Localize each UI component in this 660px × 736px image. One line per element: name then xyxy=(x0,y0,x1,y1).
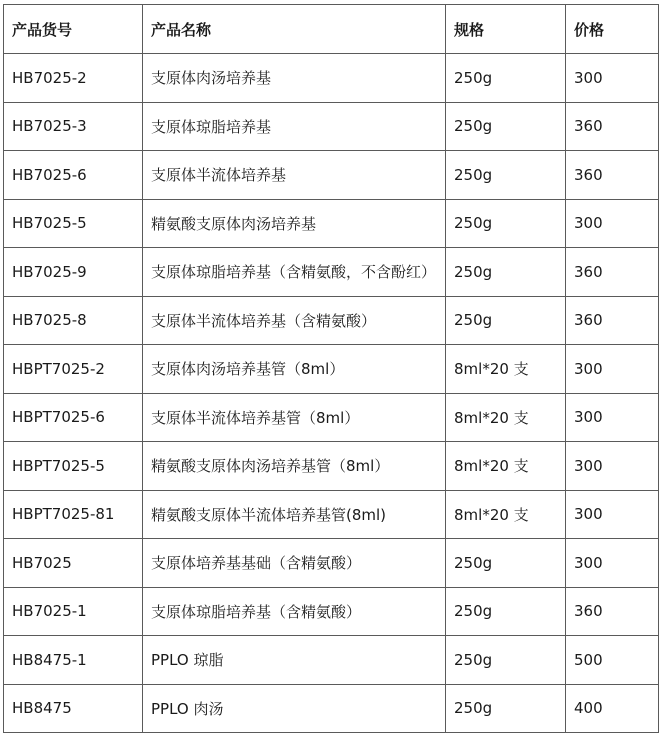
table-row xyxy=(4,442,659,491)
table-row xyxy=(4,636,659,685)
price-cell: 300 xyxy=(566,345,659,394)
price-cell: 300 xyxy=(566,199,659,248)
product-name-cell: 支原体半流体培养基管（8ml） xyxy=(143,393,446,442)
price-cell: 360 xyxy=(566,102,659,151)
product-name-cell: 精氨酸支原体肉汤培养基 xyxy=(143,199,446,248)
specification-cell: 8ml*20 支 xyxy=(446,393,566,442)
product-code-cell: HBPT7025-5 xyxy=(4,442,143,491)
specification-cell: 250g xyxy=(446,248,566,297)
product-name-cell: PPLO 肉汤 xyxy=(143,684,446,733)
header-product-code: 产品货号 xyxy=(4,5,143,54)
specification-cell: 8ml*20 支 xyxy=(446,490,566,539)
product-code-cell: HB7025-9 xyxy=(4,248,143,297)
specification-cell: 250g xyxy=(446,102,566,151)
product-code-cell: HB7025-6 xyxy=(4,151,143,200)
table-row xyxy=(4,199,659,248)
price-cell: 360 xyxy=(566,151,659,200)
table-header xyxy=(4,5,659,54)
table-row xyxy=(4,490,659,539)
product-name-cell: 支原体琼脂培养基（含精氨酸，不含酚红） xyxy=(143,248,446,297)
product-name-cell: 精氨酸支原体半流体培养基管(8ml) xyxy=(143,490,446,539)
specification-cell: 250g xyxy=(446,636,566,685)
product-code-cell: HB7025-2 xyxy=(4,54,143,103)
product-name-cell: 支原体肉汤培养基管（8ml） xyxy=(143,345,446,394)
product-name-cell: 支原体培养基基础（含精氨酸） xyxy=(143,539,446,588)
product-code-cell: HB7025-3 xyxy=(4,102,143,151)
product-code-cell: HBPT7025-2 xyxy=(4,345,143,394)
table-row xyxy=(4,345,659,394)
product-name-cell: 支原体琼脂培养基（含精氨酸） xyxy=(143,587,446,636)
price-cell: 360 xyxy=(566,248,659,297)
product-code-cell: HBPT7025-81 xyxy=(4,490,143,539)
header-product-name: 产品名称 xyxy=(143,5,446,54)
table-row xyxy=(4,296,659,345)
specification-cell: 8ml*20 支 xyxy=(446,442,566,491)
specification-cell: 250g xyxy=(446,539,566,588)
price-cell: 400 xyxy=(566,684,659,733)
product-name-cell: PPLO 琼脂 xyxy=(143,636,446,685)
product-code-cell: HB7025-8 xyxy=(4,296,143,345)
product-table xyxy=(3,4,659,733)
price-cell: 300 xyxy=(566,539,659,588)
table-row xyxy=(4,539,659,588)
price-cell: 500 xyxy=(566,636,659,685)
table-row xyxy=(4,248,659,297)
specification-cell: 250g xyxy=(446,587,566,636)
price-cell: 360 xyxy=(566,296,659,345)
product-name-cell: 支原体半流体培养基（含精氨酸） xyxy=(143,296,446,345)
specification-cell: 8ml*20 支 xyxy=(446,345,566,394)
table-row xyxy=(4,54,659,103)
header-specification: 规格 xyxy=(446,5,566,54)
table-row xyxy=(4,587,659,636)
table-body xyxy=(4,54,659,733)
product-name-cell: 支原体琼脂培养基 xyxy=(143,102,446,151)
price-cell: 300 xyxy=(566,442,659,491)
product-name-cell: 精氨酸支原体肉汤培养基管（8ml） xyxy=(143,442,446,491)
product-name-cell: 支原体半流体培养基 xyxy=(143,151,446,200)
product-code-cell: HB7025-1 xyxy=(4,587,143,636)
price-cell: 300 xyxy=(566,54,659,103)
table-row xyxy=(4,151,659,200)
product-code-cell: HB8475-1 xyxy=(4,636,143,685)
specification-cell: 250g xyxy=(446,54,566,103)
price-cell: 300 xyxy=(566,490,659,539)
product-code-cell: HBPT7025-6 xyxy=(4,393,143,442)
table-row xyxy=(4,684,659,733)
header-price: 价格 xyxy=(566,5,659,54)
header-row xyxy=(4,5,659,54)
product-code-cell: HB7025 xyxy=(4,539,143,588)
price-cell: 300 xyxy=(566,393,659,442)
specification-cell: 250g xyxy=(446,296,566,345)
table-row xyxy=(4,393,659,442)
product-code-cell: HB7025-5 xyxy=(4,199,143,248)
specification-cell: 250g xyxy=(446,199,566,248)
table-row xyxy=(4,102,659,151)
specification-cell: 250g xyxy=(446,684,566,733)
product-name-cell: 支原体肉汤培养基 xyxy=(143,54,446,103)
product-code-cell: HB8475 xyxy=(4,684,143,733)
price-cell: 360 xyxy=(566,587,659,636)
specification-cell: 250g xyxy=(446,151,566,200)
